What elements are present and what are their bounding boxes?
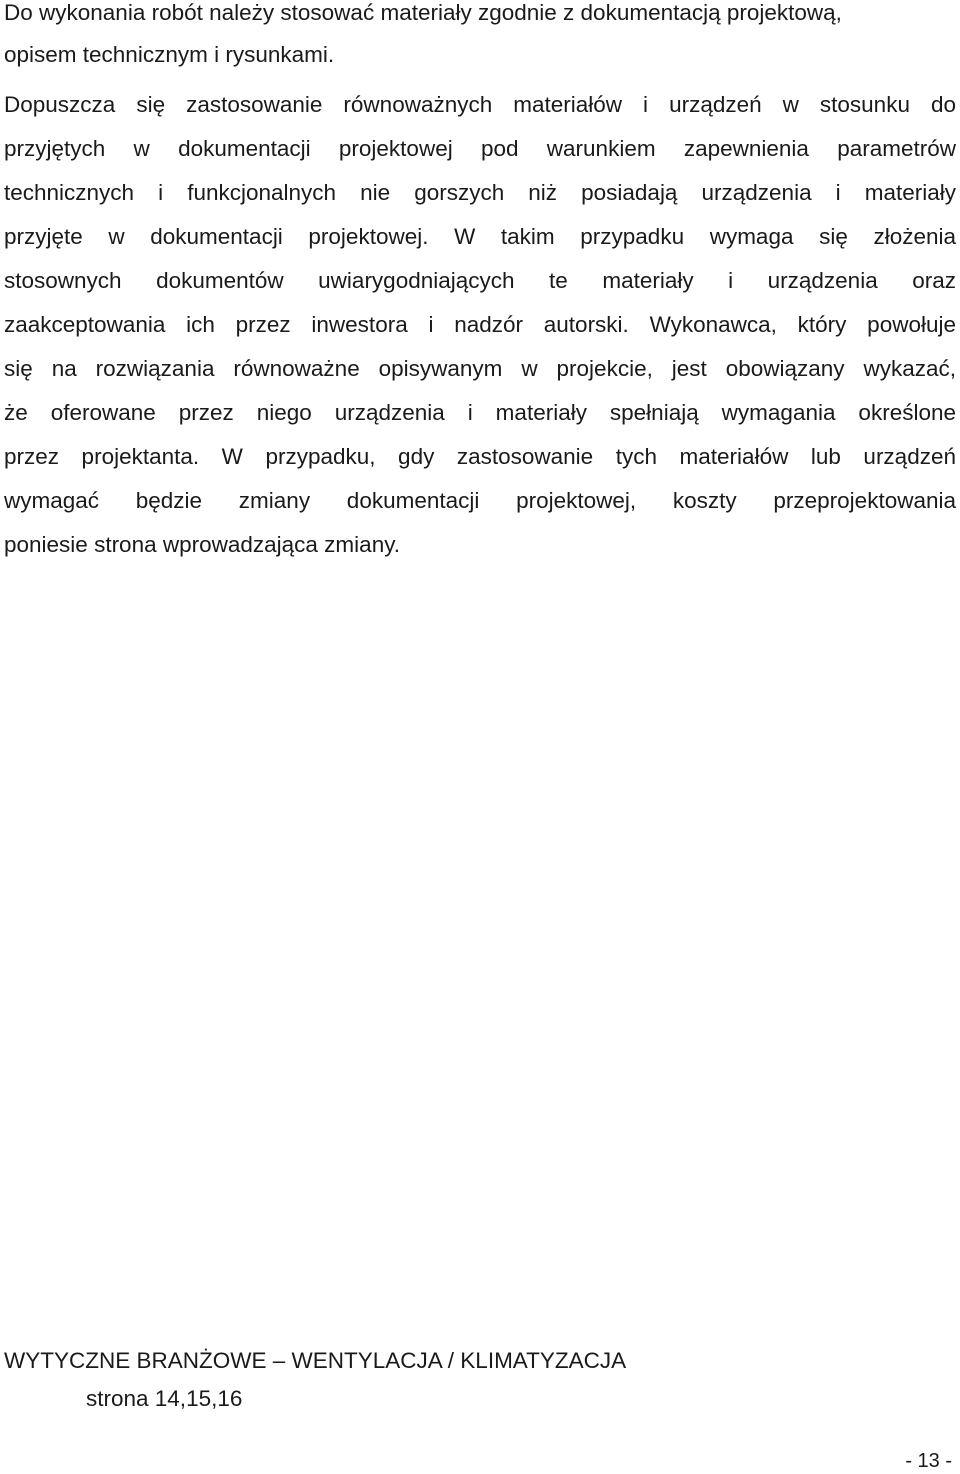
- text-line: przyjętych w dokumentacji projektowej pod warunkiem zapewnienia parametrów: [4, 136, 956, 161]
- text-line: technicznych i funkcjonalnych nie gorszych niż posiadają urządzenia i materiały: [4, 180, 956, 205]
- text-line: Do wykonania robót należy stosować materiały zgodnie z dokumentacją projektową,: [4, 0, 842, 25]
- page-number: - 13 -: [905, 1450, 952, 1472]
- text-line: przyjęte w dokumentacji projektowej. W takim przypadku wymaga się złożenia: [4, 224, 956, 249]
- text-line: się na rozwiązania równoważne opisywanym w projekcie, jest obowiązany wykazać,: [4, 356, 956, 381]
- section-page-reference: strona 14,15,16: [86, 1386, 243, 1411]
- text-line: stosownych dokumentów uwiarygodniających te materiały i urządzenia oraz: [4, 268, 956, 293]
- text-line: Dopuszcza się zastosowanie równoważnych materiałów i urządzeń w stosunku do: [4, 92, 956, 117]
- section-heading: WYTYCZNE BRANŻOWE – WENTYLACJA / KLIMATYZACJA: [4, 1348, 627, 1373]
- text-line: zaakceptowania ich przez inwestora i nadzór autorski. Wykonawca, który powołuje: [4, 312, 956, 337]
- text-line: że oferowane przez niego urządzenia i materiały spełniają wymagania określone: [4, 400, 956, 425]
- text-line: opisem technicznym i rysunkami.: [4, 42, 335, 67]
- text-line: poniesie strona wprowadzająca zmiany.: [4, 532, 401, 557]
- text-line: wymagać będzie zmiany dokumentacji projektowej, koszty przeprojektowania: [4, 488, 956, 513]
- text-line: przez projektanta. W przypadku, gdy zastosowanie tych materiałów lub urządzeń: [4, 444, 956, 469]
